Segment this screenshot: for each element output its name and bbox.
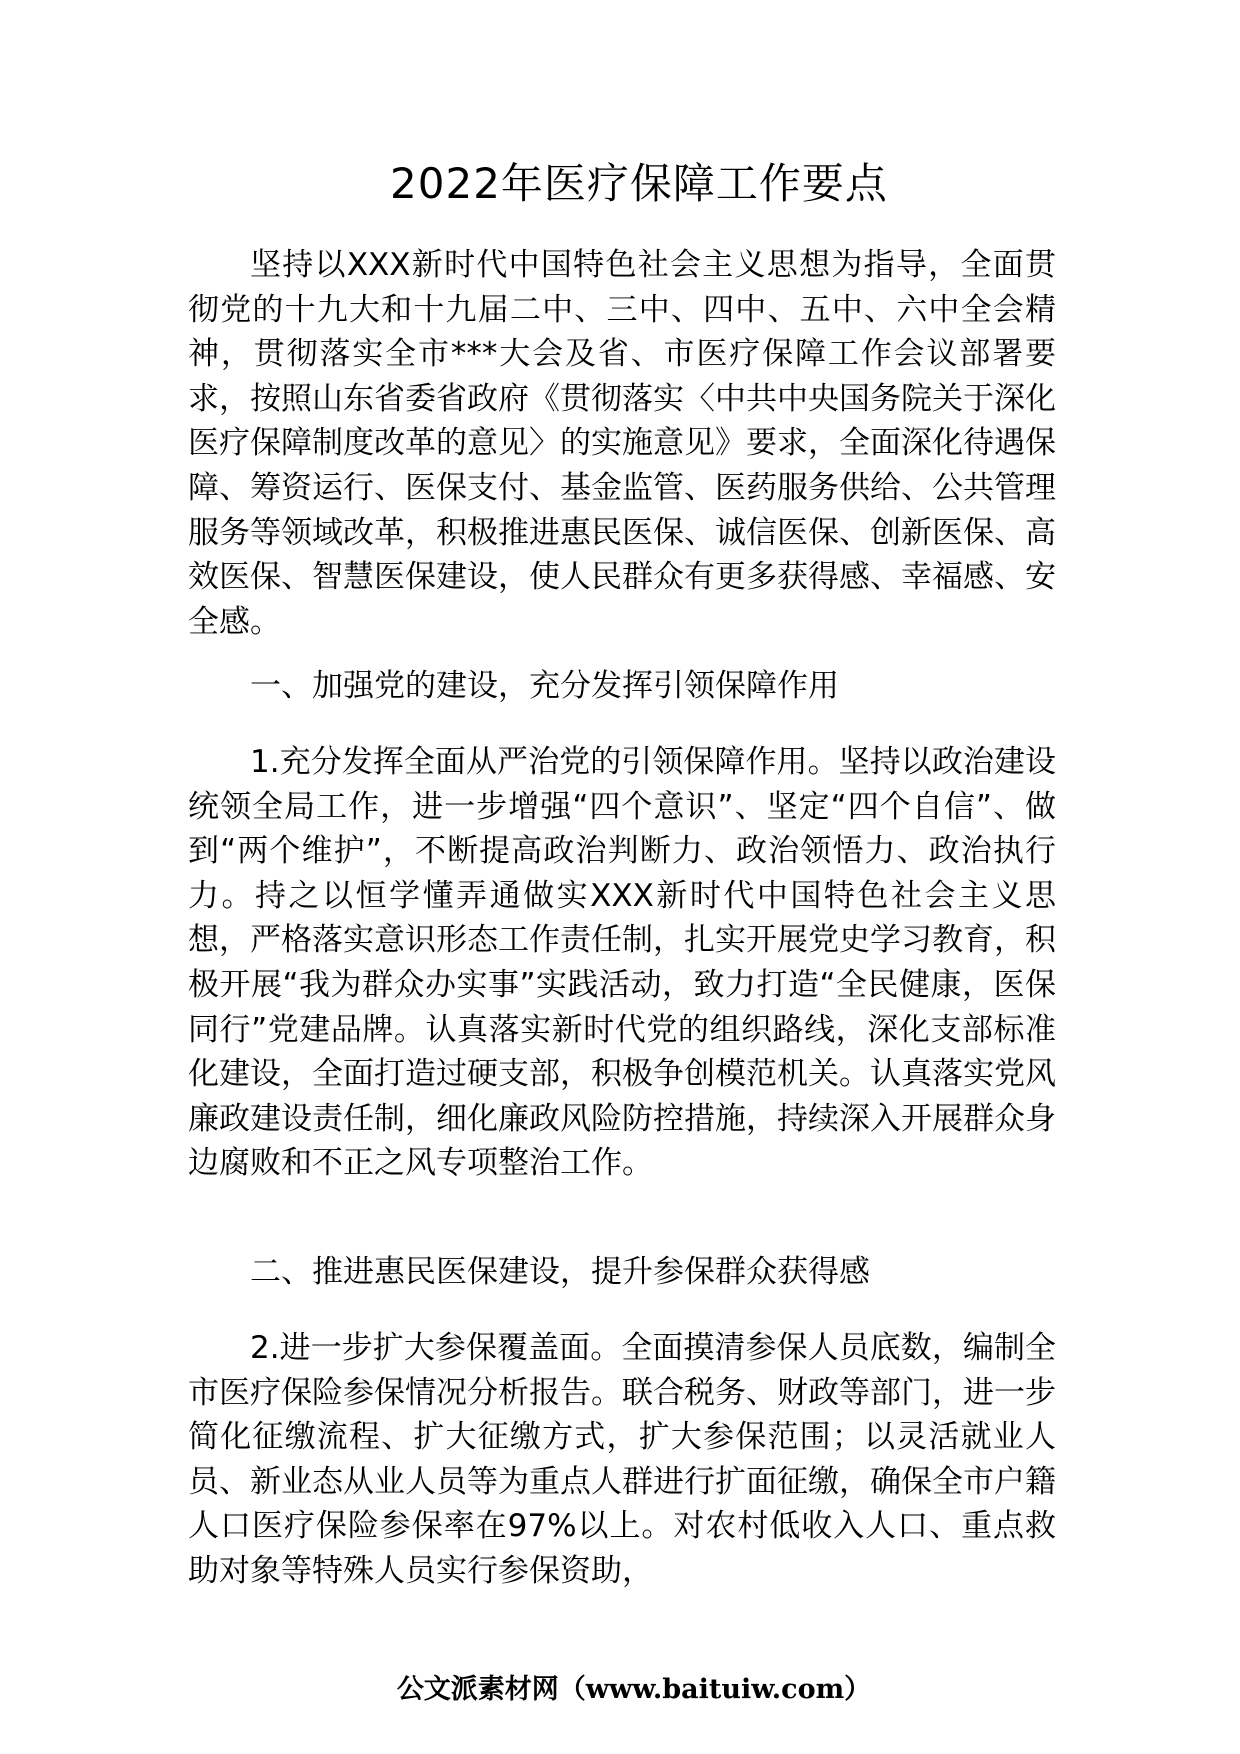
item-1-paragraph-block [188, 740, 1056, 1186]
section-2-heading-block [188, 1250, 1056, 1295]
footer-watermark: 公文派素材网（www.baituiw.com） [396, 1674, 872, 1705]
intro-paragraph-block [188, 243, 1056, 644]
item-2-paragraph-block [188, 1326, 1056, 1594]
section-1-heading: 一、加强党的建设，充分发挥引领保障作用 [250, 668, 839, 704]
intro-paragraph: 坚持以XXX新时代中国特色社会主义思想为指导，全面贯彻党的十九大和十九届二中、三中、四中、五中、六中全会精神，贯彻落实全市***大会及省、市医疗保障工作会议部署要求，按照山东省委省政府《贯彻落实〈中共中央国务院关于深化医疗保障制度改革的意见〉的实施意见》要求，全面深化待遇保障、筹资运行、医保支付、基金监管、医药服务供给、公共管理服务等领域改革，积极推进惠民医保、诚信医保、创新医保、高效医保、智慧医保建设，使人民群众有更多获得感、幸福感、安全感。 [188, 247, 1056, 640]
item-2-paragraph: 2.进一步扩大参保覆盖面。全面摸清参保人员底数，编制全市医疗保险参保情况分析报告。联合税务、财政等部门，进一步简化征缴流程、扩大征缴方式，扩大参保范围；以灵活就业人员、新业态从业人员等为重点人群进行扩面征缴，确保全市户籍人口医疗保险参保率在97%以上。对农村低收入人口、重点救助对象等特殊人员实行参保资助， [188, 1330, 1056, 1589]
document-title: 2022年医疗保障工作要点 [390, 159, 888, 208]
section-2-heading: 二、推进惠民医保建设，提升参保群众获得感 [250, 1254, 870, 1290]
section-1-heading-block [188, 664, 1056, 709]
item-1-paragraph: 1.充分发挥全面从严治党的引领保障作用。坚持以政治建设统领全局工作，进一步增强“四个意识”、坚定“四个自信”、做到“两个维护”，不断提高政治判断力、政治领悟力、政治执行力。持之以恒学懂弄通做实XXX新时代中国特色社会主义思想，严格落实意识形态工作责任制，扎实开展党史学习教育，积极开展“我为群众办实事”实践活动，致力打造“全民健康，医保同行”党建品牌。认真落实新时代党的组织路线，深化支部标准化建设，全面打造过硬支部，积极争创模范机关。认真落实党风廉政建设责任制，细化廉政风险防控措施，持续深入开展群众身边腐败和不正之风专项整治工作。 [188, 744, 1056, 1182]
